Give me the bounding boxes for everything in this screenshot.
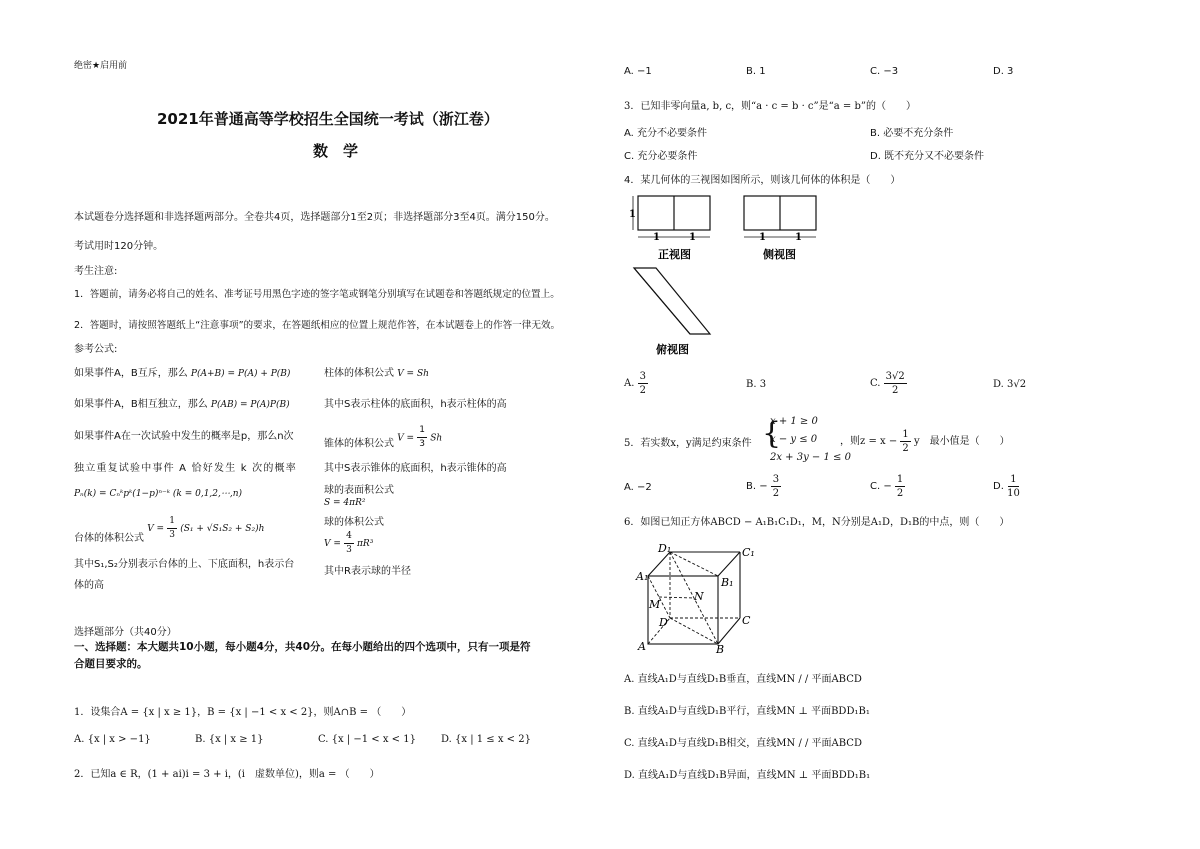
side-view-dim-1: 1 <box>759 232 766 243</box>
formula-frustum-label: 台体的体积公式 <box>74 533 144 544</box>
formula-frustum-tail: (S₁ + √S₁S₂ + S₂)h <box>180 524 265 534</box>
side-view-dim-2: 1 <box>795 232 802 243</box>
q6-option-d: D. 直线A₁D与直线D₁B异面，直线MN ⊥ 平面BDD₁B₁ <box>624 770 871 781</box>
formula-independent-label: 如果事件A，B相互独立，那么 <box>74 399 208 410</box>
q5-b-num: 3 <box>772 474 780 485</box>
q5-stem-frac <box>900 428 910 455</box>
label-b1: B₁ <box>721 576 734 589</box>
formula-prism-math: V = Sh <box>397 369 429 379</box>
q3-option-c: C. 充分必要条件 <box>624 151 698 162</box>
formula-cone-v: V = <box>397 433 415 444</box>
q5-c-label: C. − <box>870 481 892 492</box>
formula-sphere-frac <box>344 530 354 557</box>
q5-c-num: 1 <box>896 474 904 485</box>
q1-option-d: D. {x | 1 ≤ x < 2} <box>441 734 531 745</box>
formula-sphere-tail: πR³ <box>357 539 374 549</box>
q4-option-d: D. 3√2 <box>993 379 1027 390</box>
formula-bernoulli-2: 独立重复试验中事件 A 恰好发生 k 次的概率 <box>74 463 297 474</box>
q5-b-frac <box>771 473 781 500</box>
q5-d-num: 1 <box>1010 474 1017 485</box>
edge-bc <box>718 618 740 644</box>
exam-title: 2021年普通高等学校招生全国统一考试（浙江卷） <box>157 110 499 128</box>
q1-option-a: A. {x | x > −1} <box>74 734 151 745</box>
q4-c-frac <box>884 370 907 397</box>
three-view-figure <box>620 188 840 358</box>
edge-a1d1 <box>648 552 670 576</box>
q5-constraint-2: x − y ≤ 0 <box>770 434 818 445</box>
q5-stem-post <box>840 428 1010 455</box>
formula-frustum-v: V = <box>147 524 165 534</box>
formula-title: 参考公式: <box>74 344 118 355</box>
formula-frustum-num: 1 <box>167 515 177 529</box>
q6-option-a: A. 直线A₁D与直线D₁B垂直，直线MN / / 平面ABCD <box>624 674 862 685</box>
q4-stem: 4．某几何体的三视图如图所示，则该几何体的体积是（ ） <box>624 175 901 186</box>
q2-option-b: B. 1 <box>746 66 766 77</box>
q5-constraint-1: x + 1 ≥ 0 <box>770 416 818 427</box>
formula-frustum-note: 其中S₁,S₂分别表示台体的上、下底面积，h表示台 <box>74 559 295 570</box>
formula-sphere-note: 其中R表示球的半径 <box>324 566 411 577</box>
formula-cone-den: 3 <box>419 439 426 449</box>
q5-c-den: 2 <box>896 488 904 499</box>
notice-2: 2．答题时，请按照答题纸上“注意事项”的要求，在答题纸相应的位置上规范作答，在本试题卷上的作答一律无效。 <box>74 320 561 331</box>
formula-cone-num: 1 <box>417 424 427 438</box>
formula-cone-note: 其中S表示锥体的底面积，h表示锥体的高 <box>324 463 507 474</box>
q5-b-den: 2 <box>772 488 780 499</box>
formula-sphere-area-math: S = 4πR² <box>324 498 366 508</box>
label-a: A <box>638 640 646 653</box>
cube-figure <box>630 538 770 654</box>
q4-a-label: A. <box>624 378 635 389</box>
label-m: M <box>649 598 661 611</box>
q4-c-label: C. <box>870 378 881 389</box>
q5-option-b <box>746 473 781 500</box>
section-part: 选择题部分（共40分） <box>74 627 177 638</box>
q4-a-frac <box>638 370 648 397</box>
formula-independent-math: P(AB) = P(A)P(B) <box>210 400 290 410</box>
q5-option-d <box>993 473 1020 500</box>
exam-duration: 考试用时120分钟。 <box>74 241 164 252</box>
formula-bernoulli-1: 如果事件A在一次试验中发生的概率是p，那么n次 <box>74 431 294 442</box>
q3-option-a: A. 充分不必要条件 <box>624 128 708 139</box>
line-db <box>670 618 718 644</box>
formula-cone-tail: Sh <box>430 433 443 444</box>
formula-bernoulli-math: Pₙ(k) = Cₙᵏpᵏ(1−p)ⁿ⁻ᵏ (k = 0,1,2,⋯,n) <box>74 489 243 499</box>
label-c: C <box>742 614 751 627</box>
label-n: N <box>694 590 704 603</box>
front-view-dim-2: 1 <box>689 232 696 243</box>
label-d1: D₁ <box>658 542 672 555</box>
q1-option-c: C. {x | −1 < x < 1} <box>318 734 416 745</box>
line-mn <box>659 597 694 598</box>
q4-a-num: 3 <box>639 371 646 382</box>
q5-brace: { <box>762 416 782 451</box>
top-view-shape <box>634 268 710 334</box>
formula-sphere-v: V = <box>324 539 341 549</box>
q6-option-b: B. 直线A₁D与直线D₁B平行，直线MN ⊥ 平面BDD₁B₁ <box>624 706 870 717</box>
formula-text-mutex <box>74 364 290 379</box>
formula-cone-label: 锥体的体积公式 <box>324 438 394 450</box>
q4-a-den: 2 <box>639 385 646 396</box>
q5-d-den: 10 <box>1007 488 1020 499</box>
formula-sphere-num: 4 <box>344 530 354 544</box>
front-view-dim-1: 1 <box>653 232 660 243</box>
edge-b1c1 <box>718 552 740 576</box>
q4-option-a <box>624 370 648 397</box>
q5-b-label: B. − <box>746 481 768 492</box>
q6-stem: 6．如图已知正方体ABCD − A₁B₁C₁D₁，M，N分别是A₁D，D₁B的中点，则（ ） <box>624 517 1010 528</box>
label-d: D <box>659 616 668 629</box>
q3-stem: 3．已知非零向量a, b, c，则“a · c = b · c”是“a = b”的（ ） <box>624 101 916 112</box>
formula-frustum <box>74 515 264 544</box>
formula-sphere-volume-label: 球的体积公式 <box>324 517 384 528</box>
formula-prism-note: 其中S表示柱体的底面积，h表示柱体的高 <box>324 399 507 410</box>
q3-option-b: B. 必要不充分条件 <box>870 128 954 139</box>
section-heading-2: 合题目要求的。 <box>74 658 148 670</box>
q2-stem: 2．已知a ∈ R，(1 + ai)i = 3 + i，(i 虚数单位)，则a = （ ） <box>74 769 380 780</box>
formula-independent <box>74 395 290 410</box>
subject-title: 数 学 <box>313 142 359 160</box>
formula-sphere-den: 3 <box>346 545 352 555</box>
label-a1: A₁ <box>636 570 649 583</box>
top-view-label: 俯视图 <box>656 343 689 356</box>
q1-option-b: B. {x | x ≥ 1} <box>195 734 264 745</box>
intro-paragraph: 本试题卷分选择题和非选择题两部分。全卷共4页，选择题部分1至2页；非选择题部分3至4页。满分150分。 <box>74 212 555 223</box>
q6-option-c: C. 直线A₁D与直线D₁B相交，直线MN / / 平面ABCD <box>624 738 862 749</box>
q2-option-d: D. 3 <box>993 66 1014 77</box>
q5-constraint-3: 2x + 3y − 1 ≤ 0 <box>770 452 851 463</box>
notice-title: 考生注意: <box>74 266 118 277</box>
q1-stem: 1．设集合A = {x | x ≥ 1}，B = {x | −1 < x < 2}，则A∩B = （ ） <box>74 707 412 718</box>
notice-1: 1．答题前，请务必将自己的姓名、准考证号用黑色字迹的签字笔或钢笔分别填写在试题卷和答题纸规定的位置上。 <box>74 289 560 300</box>
q2-option-a: A. −1 <box>624 66 652 77</box>
formula-frustum-den: 3 <box>169 530 176 540</box>
formula-mutex-math: P(A+B) = P(A) + P(B) <box>190 369 291 379</box>
q3-option-d: D. 既不充分又不必要条件 <box>870 151 985 162</box>
q5-d-label: D. <box>993 481 1004 492</box>
secret-label: 绝密★启用前 <box>74 61 128 71</box>
formula-sphere-area-label: 球的表面积公式 <box>324 485 394 496</box>
formula-sphere-volume <box>324 530 373 557</box>
top-view-edge <box>634 268 690 334</box>
formula-cone-frac <box>417 424 427 451</box>
formula-frustum-note-2: 体的高 <box>74 580 104 591</box>
q4-c-num: 3√2 <box>885 371 905 382</box>
q5-option-a: A. −2 <box>624 482 652 493</box>
q4-option-c <box>870 370 907 397</box>
q5-stem-post-b: y 最小值是（ ） <box>913 436 1010 447</box>
q4-option-b: B. 3 <box>746 379 767 390</box>
q5-stem-pre: 5．若实数x，y满足约束条件 <box>624 438 752 449</box>
label-c1: C₁ <box>742 546 755 559</box>
q5-c-frac <box>895 473 905 500</box>
front-view-label: 正视图 <box>658 248 691 261</box>
q2-option-c: C. −3 <box>870 66 899 77</box>
formula-prism <box>324 364 429 379</box>
label-b: B <box>716 643 725 654</box>
section-heading-1: 一、选择题：本大题共10小题，每小题4分，共40分。在每小题给出的四个选项中，只有一项是符 <box>74 641 531 653</box>
formula-frustum-frac <box>167 515 177 542</box>
formula-cone <box>324 424 442 451</box>
q4-c-den: 2 <box>892 385 899 396</box>
q5-d-frac <box>1007 473 1020 500</box>
side-view-label: 侧视图 <box>763 248 796 261</box>
formula-prism-label: 柱体的体积公式 <box>324 368 394 379</box>
q5-stem-post-a: ，则z = x − <box>840 436 898 447</box>
front-view-height-label: 1 <box>629 209 636 220</box>
q5-stem-den: 2 <box>902 443 909 454</box>
line-d1b1 <box>670 552 718 576</box>
q5-stem-num: 1 <box>902 429 909 440</box>
formula-mutex-label: 如果事件A，B互斥，那么 <box>74 368 188 379</box>
q5-option-c <box>870 473 905 500</box>
